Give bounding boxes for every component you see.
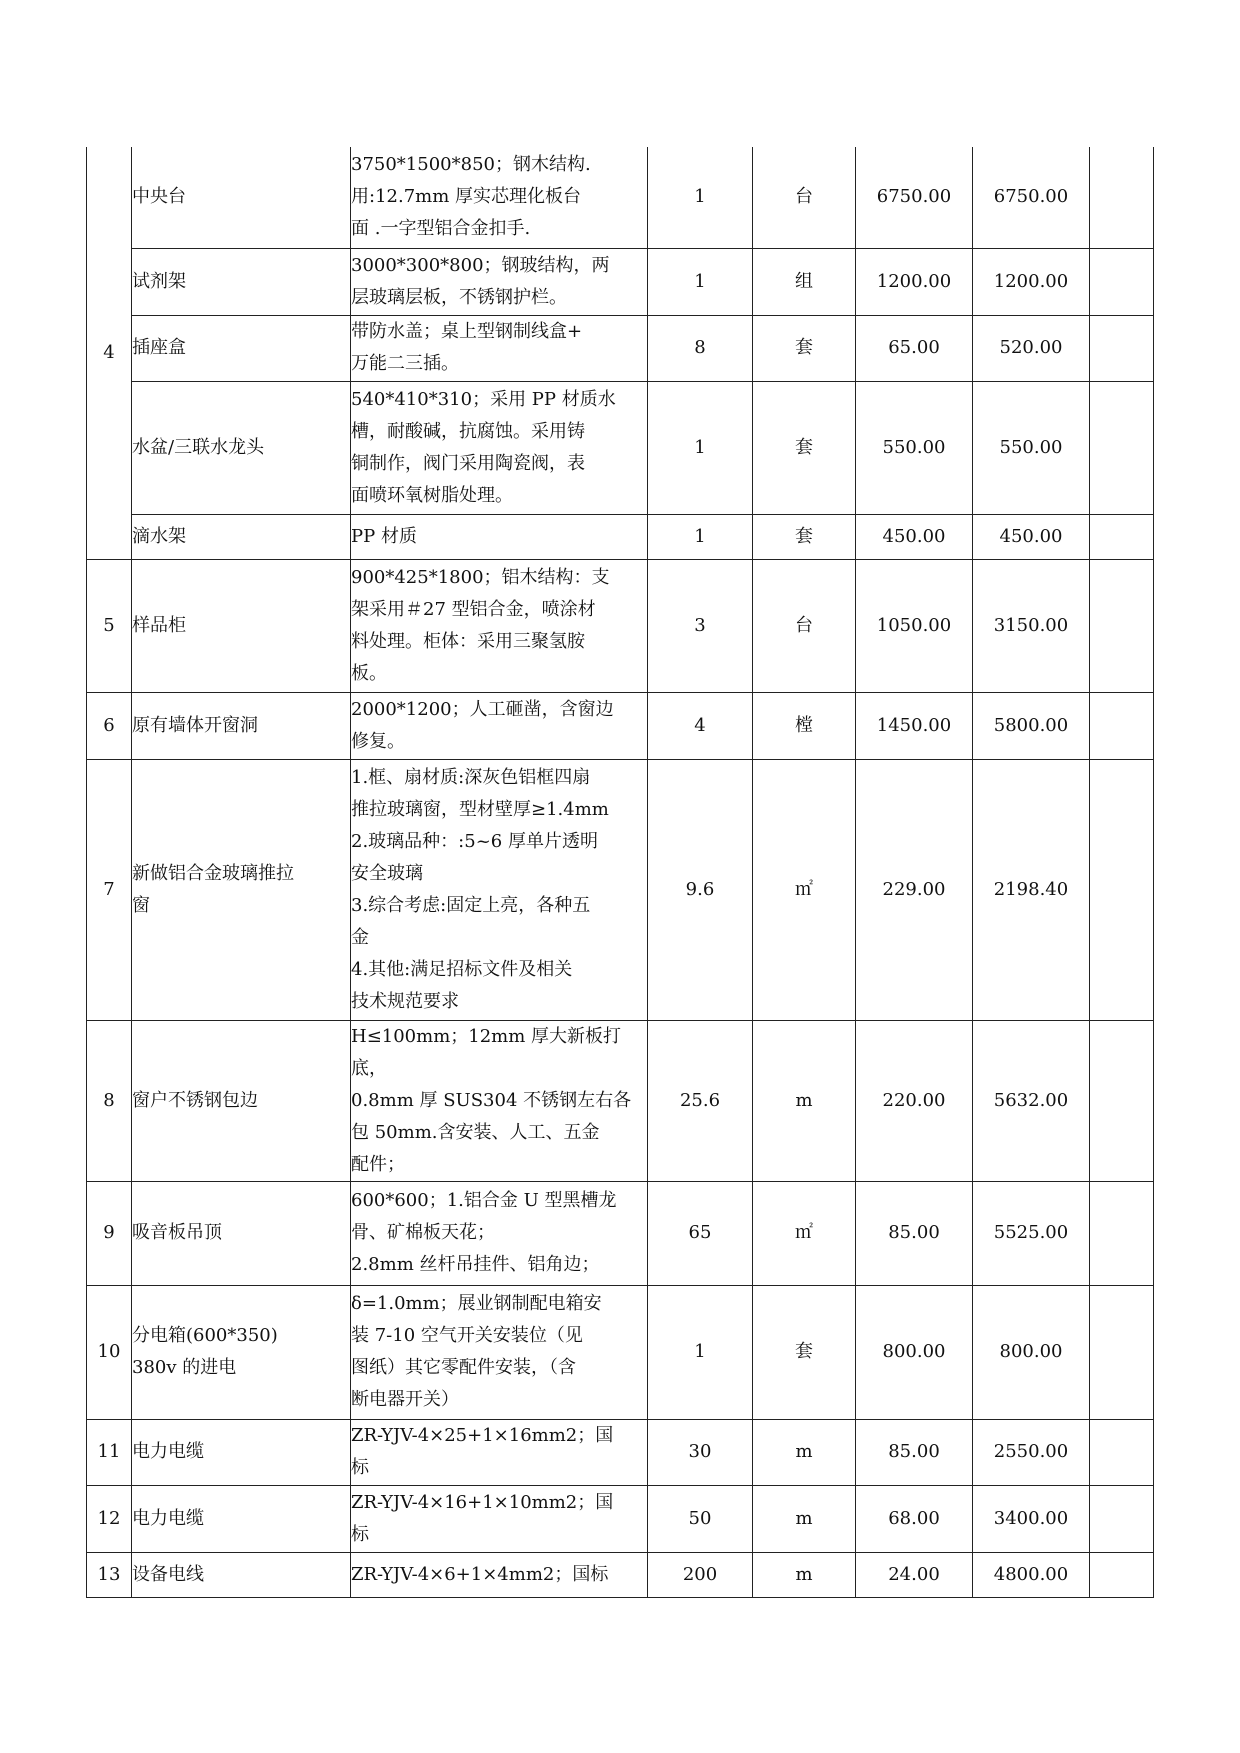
item-total: 4800.00 bbox=[973, 1552, 1090, 1597]
item-remark bbox=[1090, 1552, 1154, 1597]
item-unit: 台 bbox=[753, 559, 856, 692]
item-name: 分电箱(600*350) 380v 的进电 bbox=[132, 1285, 351, 1419]
item-name: 电力电缆 bbox=[132, 1485, 351, 1552]
item-remark bbox=[1090, 692, 1154, 759]
table-row bbox=[87, 147, 1154, 248]
item-spec: ZR-YJV-4×25+1×16mm2；国 标 bbox=[351, 1419, 648, 1485]
item-spec: ZR-YJV-4×16+1×10mm2；国 标 bbox=[351, 1485, 648, 1552]
table-row bbox=[87, 692, 1154, 759]
item-quantity: 3 bbox=[648, 559, 753, 692]
table-row bbox=[87, 1552, 1154, 1597]
item-quantity: 30 bbox=[648, 1419, 753, 1485]
item-unit: ㎡ bbox=[753, 1181, 856, 1285]
item-remark bbox=[1090, 381, 1154, 514]
item-quantity: 4 bbox=[648, 692, 753, 759]
item-unit-price: 85.00 bbox=[856, 1181, 973, 1285]
item-spec: 带防水盖；桌上型钢制线盒+ 万能二三插。 bbox=[351, 315, 648, 381]
item-unit: 套 bbox=[753, 381, 856, 514]
item-total: 550.00 bbox=[973, 381, 1090, 514]
item-name: 新做铝合金玻璃推拉 窗 bbox=[132, 759, 351, 1020]
item-number: 13 bbox=[87, 1552, 132, 1597]
item-spec: 2000*1200；人工砸凿，含窗边 修复。 bbox=[351, 692, 648, 759]
item-unit-price: 220.00 bbox=[856, 1020, 973, 1181]
item-unit-price: 1450.00 bbox=[856, 692, 973, 759]
item-quantity: 65 bbox=[648, 1181, 753, 1285]
table-body bbox=[87, 147, 1154, 1597]
item-quantity: 8 bbox=[648, 315, 753, 381]
item-quantity: 25.6 bbox=[648, 1020, 753, 1181]
item-spec: 900*425*1800；铝木结构：支 架采用＃27 型铝合金，喷涂材 料处理。柜体：采用三聚氢胺 板。 bbox=[351, 559, 648, 692]
item-number: 4 bbox=[87, 147, 132, 559]
table-row bbox=[87, 514, 1154, 559]
item-number: 7 bbox=[87, 759, 132, 1020]
item-unit: m bbox=[753, 1552, 856, 1597]
item-number: 5 bbox=[87, 559, 132, 692]
item-spec: PP 材质 bbox=[351, 514, 648, 559]
item-remark bbox=[1090, 1285, 1154, 1419]
item-total: 5632.00 bbox=[973, 1020, 1090, 1181]
item-spec: 600*600；1.铝合金 U 型黑槽龙 骨、矿棉板天花； 2.8mm 丝杆吊挂件、铝角边； bbox=[351, 1181, 648, 1285]
item-quantity: 1 bbox=[648, 381, 753, 514]
item-remark bbox=[1090, 514, 1154, 559]
item-total: 3150.00 bbox=[973, 559, 1090, 692]
item-number: 10 bbox=[87, 1285, 132, 1419]
item-quantity: 200 bbox=[648, 1552, 753, 1597]
item-number: 6 bbox=[87, 692, 132, 759]
item-remark bbox=[1090, 1181, 1154, 1285]
item-unit-price: 24.00 bbox=[856, 1552, 973, 1597]
item-name: 滴水架 bbox=[132, 514, 351, 559]
item-total: 2550.00 bbox=[973, 1419, 1090, 1485]
item-unit: m bbox=[753, 1020, 856, 1181]
table-row bbox=[87, 315, 1154, 381]
item-unit: 台 bbox=[753, 147, 856, 248]
item-unit-price: 85.00 bbox=[856, 1419, 973, 1485]
item-unit-price: 800.00 bbox=[856, 1285, 973, 1419]
item-unit-price: 550.00 bbox=[856, 381, 973, 514]
item-unit-price: 450.00 bbox=[856, 514, 973, 559]
item-remark bbox=[1090, 147, 1154, 248]
item-spec: 1.框、扇材质:深灰色铝框四扇 推拉玻璃窗，型材壁厚≥1.4mm 2.玻璃品种：:5~6 厚单片透明 安全玻璃 3.综合考虑:固定上亮，各种五 金 4.其他:满足招标文件及相关 技术规范要求 bbox=[351, 759, 648, 1020]
table-row bbox=[87, 1020, 1154, 1181]
item-spec: ZR-YJV-4×6+1×4mm2；国标 bbox=[351, 1552, 648, 1597]
item-spec: 3000*300*800；钢玻结构，两 层玻璃层板，不锈钢护栏。 bbox=[351, 248, 648, 315]
item-remark bbox=[1090, 559, 1154, 692]
table-row bbox=[87, 559, 1154, 692]
item-total: 800.00 bbox=[973, 1285, 1090, 1419]
item-remark bbox=[1090, 1020, 1154, 1181]
table-row bbox=[87, 1181, 1154, 1285]
item-spec: δ=1.0mm；展业钢制配电箱安 装 7-10 空气开关安装位（见 图纸）其它零配件安装，（含 断电器开关） bbox=[351, 1285, 648, 1419]
item-quantity: 1 bbox=[648, 1285, 753, 1419]
table-row bbox=[87, 1285, 1154, 1419]
item-unit: 套 bbox=[753, 1285, 856, 1419]
item-unit-price: 65.00 bbox=[856, 315, 973, 381]
item-remark bbox=[1090, 1485, 1154, 1552]
item-number: 11 bbox=[87, 1419, 132, 1485]
item-quantity: 1 bbox=[648, 147, 753, 248]
item-total: 5800.00 bbox=[973, 692, 1090, 759]
item-quantity: 1 bbox=[648, 514, 753, 559]
item-unit: 套 bbox=[753, 514, 856, 559]
item-unit: ㎡ bbox=[753, 759, 856, 1020]
item-total: 6750.00 bbox=[973, 147, 1090, 248]
item-number: 12 bbox=[87, 1485, 132, 1552]
item-name: 原有墙体开窗洞 bbox=[132, 692, 351, 759]
item-total: 1200.00 bbox=[973, 248, 1090, 315]
item-unit-price: 68.00 bbox=[856, 1485, 973, 1552]
item-spec: 540*410*310；采用 PP 材质水 槽，耐酸碱，抗腐蚀。采用铸 铜制作，阀门采用陶瓷阀，表 面喷环氧树脂处理。 bbox=[351, 381, 648, 514]
item-unit: 套 bbox=[753, 315, 856, 381]
item-remark bbox=[1090, 248, 1154, 315]
item-spec: 3750*1500*850；钢木结构. 用:12.7mm 厚实芯理化板台 面 .一字型铝合金扣手. bbox=[351, 147, 648, 248]
item-name: 吸音板吊顶 bbox=[132, 1181, 351, 1285]
table-row bbox=[87, 1419, 1154, 1485]
item-spec: H≤100mm；12mm 厚大新板打底， 0.8mm 厚 SUS304 不锈钢左右各 包 50mm.含安装、人工、五金 配件； bbox=[351, 1020, 648, 1181]
item-quantity: 9.6 bbox=[648, 759, 753, 1020]
table-row bbox=[87, 248, 1154, 315]
item-unit-price: 6750.00 bbox=[856, 147, 973, 248]
item-unit: 樘 bbox=[753, 692, 856, 759]
item-quantity: 50 bbox=[648, 1485, 753, 1552]
item-total: 2198.40 bbox=[973, 759, 1090, 1020]
table-row bbox=[87, 1485, 1154, 1552]
item-name: 中央台 bbox=[132, 147, 351, 248]
item-remark bbox=[1090, 1419, 1154, 1485]
quotation-table bbox=[86, 147, 1154, 1598]
item-name: 插座盒 bbox=[132, 315, 351, 381]
item-total: 3400.00 bbox=[973, 1485, 1090, 1552]
item-name: 试剂架 bbox=[132, 248, 351, 315]
item-number: 9 bbox=[87, 1181, 132, 1285]
item-name: 设备电线 bbox=[132, 1552, 351, 1597]
table-row bbox=[87, 381, 1154, 514]
item-name: 电力电缆 bbox=[132, 1419, 351, 1485]
item-total: 450.00 bbox=[973, 514, 1090, 559]
item-name: 样品柜 bbox=[132, 559, 351, 692]
item-unit-price: 1050.00 bbox=[856, 559, 973, 692]
item-quantity: 1 bbox=[648, 248, 753, 315]
item-name: 窗户不锈钢包边 bbox=[132, 1020, 351, 1181]
item-unit-price: 1200.00 bbox=[856, 248, 973, 315]
table-row bbox=[87, 759, 1154, 1020]
item-total: 5525.00 bbox=[973, 1181, 1090, 1285]
item-total: 520.00 bbox=[973, 315, 1090, 381]
item-unit: m bbox=[753, 1419, 856, 1485]
item-name: 水盆/三联水龙头 bbox=[132, 381, 351, 514]
item-unit: m bbox=[753, 1485, 856, 1552]
item-remark bbox=[1090, 759, 1154, 1020]
item-unit: 组 bbox=[753, 248, 856, 315]
item-number: 8 bbox=[87, 1020, 132, 1181]
item-remark bbox=[1090, 315, 1154, 381]
item-unit-price: 229.00 bbox=[856, 759, 973, 1020]
